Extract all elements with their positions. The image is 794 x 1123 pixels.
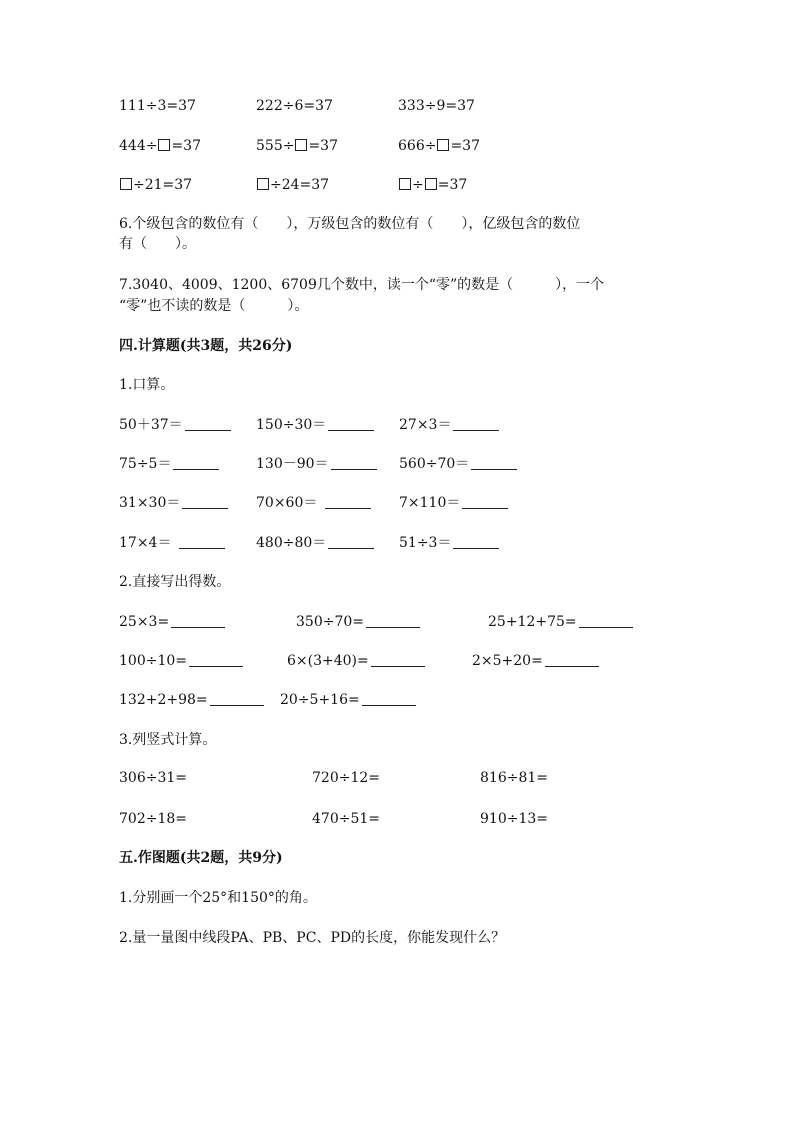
- answer-blank[interactable]: [179, 534, 225, 549]
- vertical-calc-item: 470÷51=: [312, 811, 380, 827]
- answer-blank[interactable]: [371, 652, 425, 667]
- expr-part: 555÷: [256, 138, 295, 154]
- vertical-calc-item: 816÷81=: [480, 770, 548, 786]
- pattern-expression: [256, 175, 329, 195]
- direct-answer-item: [488, 612, 633, 632]
- expr-part: =37: [450, 138, 480, 154]
- expr-part: =37: [171, 138, 201, 154]
- expr-text: 20÷5+16=: [280, 692, 360, 708]
- answer-blank[interactable]: [453, 416, 499, 431]
- direct-answer-item: [119, 651, 243, 671]
- oral-calc-item: [256, 493, 371, 513]
- pattern-expression: [398, 136, 480, 156]
- expr-text: 17×4＝: [119, 535, 172, 551]
- answer-blank[interactable]: [185, 416, 231, 431]
- pattern-expression: [256, 136, 338, 156]
- vertical-calc-item: 910÷13=: [480, 811, 548, 827]
- question-6-line-2: 有（ ）。: [119, 236, 196, 252]
- expr-part: ÷24=37: [270, 177, 330, 193]
- expr-text: 6×(3+40)=: [287, 653, 369, 669]
- vertical-calc-row: [0, 809, 794, 829]
- oral-calc-item: [256, 415, 374, 435]
- expr-part: 444÷: [119, 138, 158, 154]
- answer-box[interactable]: [257, 178, 269, 190]
- answer-blank[interactable]: [453, 534, 499, 549]
- direct-answer-row: [0, 690, 794, 710]
- pattern-expression: 222÷6=37: [256, 98, 333, 114]
- drawing-question-2: 2.量一量图中线段PA、PB、PC、PD的长度，你能发现什么？: [119, 930, 506, 946]
- expr-text: 7×110＝: [399, 495, 461, 511]
- answer-blank[interactable]: [210, 691, 264, 706]
- oral-calc-title: 1.口算。: [119, 377, 175, 393]
- answer-blank[interactable]: [189, 652, 243, 667]
- expr-text: 25×3=: [119, 614, 170, 630]
- oral-calc-row: [0, 533, 794, 553]
- pattern-expression: [119, 175, 192, 195]
- oral-calc-item: [119, 454, 219, 474]
- expr-text: 350÷70=: [296, 614, 364, 630]
- oral-calc-row: [0, 415, 794, 435]
- answer-blank[interactable]: [366, 613, 420, 628]
- expr-part: ÷21=37: [133, 177, 193, 193]
- expr-text: 25+12+75=: [488, 614, 577, 630]
- drawing-question-1: 1.分别画一个25°和150°的角。: [119, 890, 317, 906]
- answer-box[interactable]: [120, 178, 132, 190]
- direct-answer-item: [119, 612, 225, 632]
- expr-part: ÷: [412, 177, 424, 193]
- expr-text: 480÷80＝: [256, 535, 327, 551]
- answer-box[interactable]: [425, 178, 437, 190]
- oral-calc-item: [119, 533, 225, 553]
- oral-calc-item: [399, 493, 508, 513]
- vertical-calc-item: 702÷18=: [119, 811, 187, 827]
- vertical-calc-item: 720÷12=: [312, 770, 380, 786]
- answer-blank[interactable]: [182, 494, 228, 509]
- expr-text: 50＋37＝: [119, 417, 183, 433]
- oral-calc-item: [399, 533, 499, 553]
- answer-box[interactable]: [399, 178, 411, 190]
- answer-blank[interactable]: [173, 455, 219, 470]
- vertical-calc-item: 306÷31=: [119, 770, 187, 786]
- answer-box[interactable]: [437, 139, 449, 151]
- answer-blank[interactable]: [328, 416, 374, 431]
- answer-blank[interactable]: [545, 652, 599, 667]
- division-pattern-row-1: [0, 96, 794, 116]
- direct-answer-row: [0, 651, 794, 671]
- division-pattern-row-3: [0, 175, 794, 195]
- question-7-line-1: 7.3040、4009、1200、6709几个数中，读一个“零”的数是（ ），一个: [119, 277, 605, 293]
- oral-calc-item: [399, 454, 517, 474]
- answer-box[interactable]: [295, 139, 307, 151]
- answer-blank[interactable]: [471, 455, 517, 470]
- answer-box[interactable]: [158, 139, 170, 151]
- oral-calc-item: [119, 415, 231, 435]
- expr-text: 27×3＝: [399, 417, 452, 433]
- pattern-expression: [119, 136, 201, 156]
- oral-calc-item: [256, 533, 374, 553]
- oral-calc-item: [119, 493, 228, 513]
- question-6-line-1: 6.个级包含的数位有（ ），万级包含的数位有（ ），亿级包含的数位: [119, 216, 581, 232]
- expr-text: 130－90＝: [256, 456, 329, 472]
- oral-calc-row: [0, 454, 794, 474]
- oral-calc-row: [0, 493, 794, 513]
- expr-part: =37: [308, 138, 338, 154]
- expr-text: 31×30＝: [119, 495, 181, 511]
- division-pattern-row-2: [0, 136, 794, 156]
- expr-text: 2×5+20=: [472, 653, 543, 669]
- direct-answer-item: [287, 651, 425, 671]
- expr-text: 560÷70＝: [399, 456, 470, 472]
- section-5-heading: 五.作图题(共2题，共9分): [119, 850, 283, 866]
- expr-text: 70×60＝: [256, 495, 318, 511]
- expr-part: 666÷: [398, 138, 437, 154]
- pattern-expression: 111÷3=37: [119, 98, 196, 114]
- expr-part: =37: [437, 177, 468, 193]
- question-7-line-2: “零”也不读的数是（ ）。: [119, 298, 309, 314]
- direct-answer-item: [280, 690, 416, 710]
- answer-blank[interactable]: [579, 613, 633, 628]
- answer-blank[interactable]: [331, 455, 377, 470]
- pattern-expression: 333÷9=37: [398, 98, 475, 114]
- direct-answer-title: 2.直接写出得数。: [119, 574, 231, 590]
- direct-answer-item: [472, 651, 599, 671]
- vertical-calc-title: 3.列竖式计算。: [119, 732, 217, 748]
- oral-calc-item: [256, 454, 377, 474]
- answer-blank[interactable]: [462, 494, 508, 509]
- answer-blank[interactable]: [328, 534, 374, 549]
- section-4-heading: 四.计算题(共3题，共26分): [119, 338, 293, 354]
- direct-answer-item: [119, 690, 264, 710]
- direct-answer-row: [0, 612, 794, 632]
- answer-blank[interactable]: [325, 494, 371, 509]
- expr-text: 150÷30＝: [256, 417, 327, 433]
- vertical-calc-row: [0, 768, 794, 788]
- answer-blank[interactable]: [362, 691, 416, 706]
- expr-text: 51÷3＝: [399, 535, 452, 551]
- pattern-expression: [398, 175, 467, 195]
- expr-text: 100÷10=: [119, 653, 187, 669]
- oral-calc-item: [399, 415, 499, 435]
- expr-text: 75÷5＝: [119, 456, 172, 472]
- direct-answer-item: [296, 612, 420, 632]
- answer-blank[interactable]: [171, 613, 225, 628]
- expr-text: 132+2+98=: [119, 692, 208, 708]
